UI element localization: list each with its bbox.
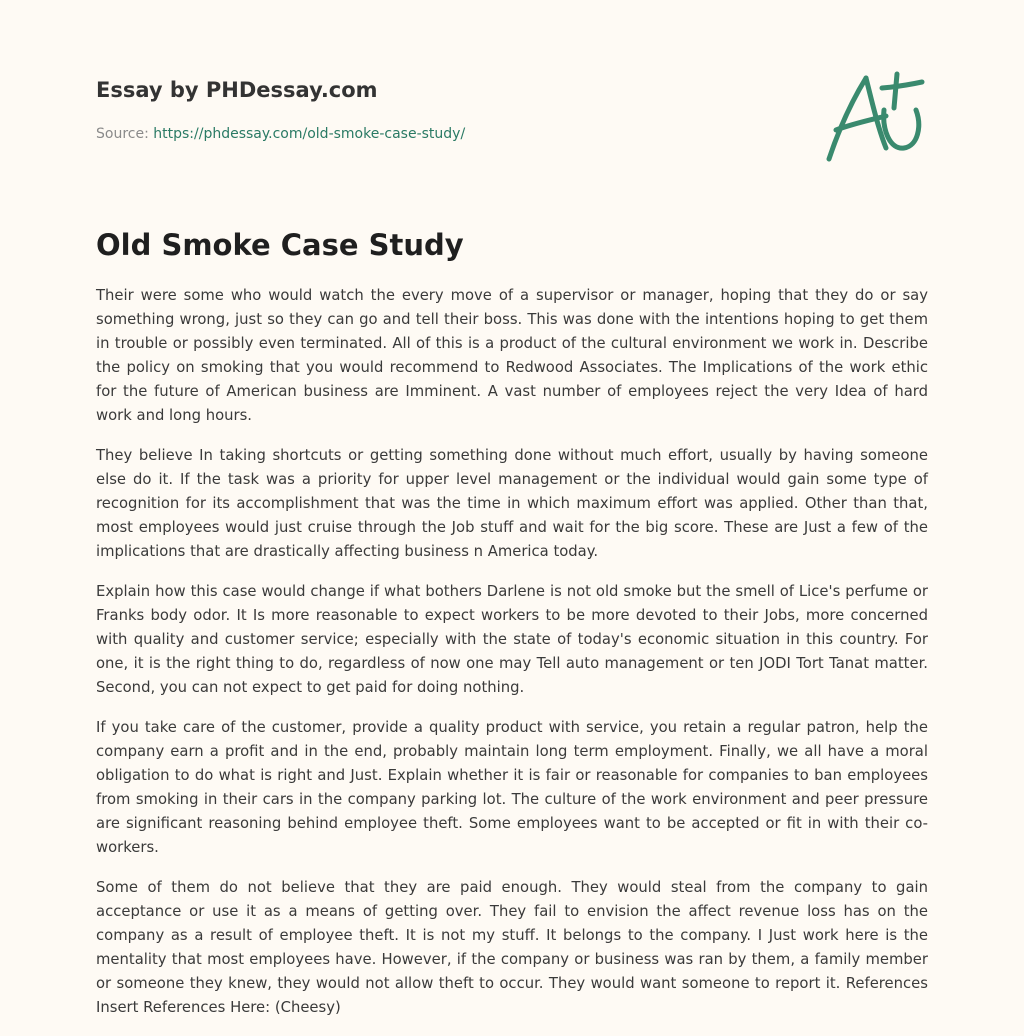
source-line <box>96 125 928 143</box>
source-link[interactable]: https://phdessay.com/old-smoke-case-study/ <box>153 126 466 142</box>
essay-paragraph: Their were some who would watch the every move of a supervisor or manager, hoping that they do or say something wrong, just so they can go and tell their boss. This was done with the intentions hoping to get them in trouble or possibly even terminated. All of this is a product of the cultural environment we work in. Describe the policy on smoking that you would recommend to Redwood Associates. The Implications of the work ethic for the future of American business are Imminent. A vast number of employees reject the very Idea of hard work and long hours. <box>96 287 928 424</box>
essay-paragraph: If you take care of the customer, provide a quality product with service, you retain a regular patron, help the company earn a profit and in the end, probably maintain long term employment. Finally, we all have a moral obligation to do what is right and Just. Explain whether it is fair or reasonable for companies to ban employees from smoking in their cars in the company parking lot. The culture of the work environment and peer pressure are significant reasoning behind employee theft. Some employees want to be accepted or fit in with their co-workers. <box>96 719 928 856</box>
brand-name: Essay by PHDessay.com <box>96 78 378 102</box>
essay-title: Old Smoke Case Study <box>96 228 464 262</box>
essay-paragraph: Explain how this case would change if what bothers Darlene is not old smoke but the smell of Lice's perfume or Franks body odor. It Is more reasonable to expect workers to be more devoted to their Jobs, more concerned with quality and customer service; especially with the state of today's economic situation in this country. For one, it is the right thing to do, regardless of now one may Tell auto management or ten JODI Tort Tanat matter. Second, you can not expect to get paid for doing nothing. <box>96 583 928 696</box>
a-plus-grade-icon <box>824 68 928 164</box>
source-label: Source: <box>96 126 154 142</box>
document-header <box>96 76 928 166</box>
essay-paragraph: Some of them do not believe that they are paid enough. They would steal from the company to gain acceptance or use it as a means of getting over. They fail to envision the affect revenue loss has on the company as a result of employee theft. It is not my stuff. It belongs to the company. I Just work here is the mentality that most employees have. However, if the company or business was ran by them, a family member or someone they knew, they would not allow theft to occur. They would want someone to report it. References Insert References Here: (Cheesy) <box>96 879 928 1016</box>
essay-paragraph: They believe In taking shortcuts or getting something done without much effort, usually by having someone else do it. If the task was a priority for upper level management or the individual would gain some type of recognition for its accomplishment that was the time in which maximum effort was applied. Other than that, most employees would just cruise through the Job stuff and wait for the big score. These are Just a few of the implications that are drastically affecting business n America today. <box>96 447 928 560</box>
essay-body <box>96 284 928 1036</box>
